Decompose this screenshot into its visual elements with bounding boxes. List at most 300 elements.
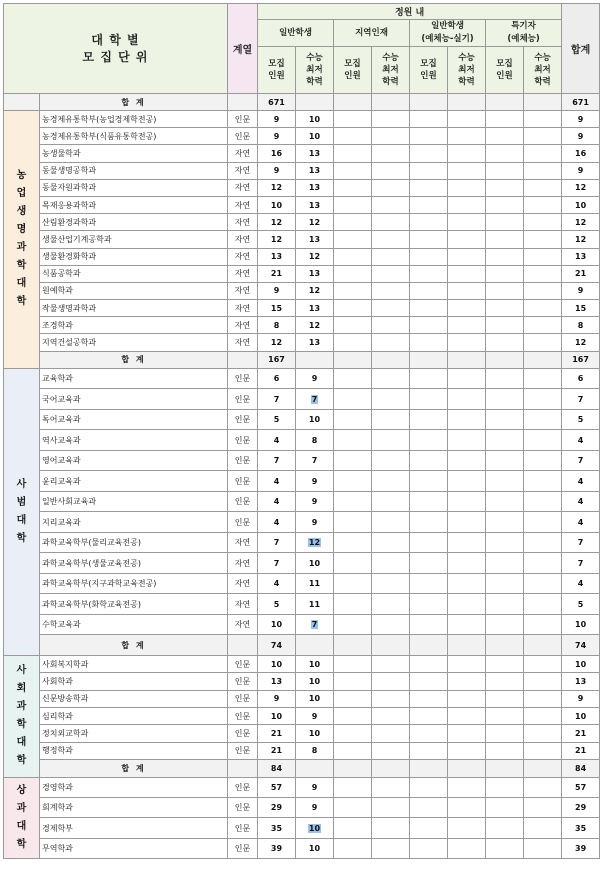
table-row [4,553,600,574]
empty-cell [334,162,372,179]
college-name-cell [4,655,40,777]
empty-cell [410,707,448,724]
empty-cell [410,725,448,742]
empty-cell [486,450,524,471]
empty-cell [524,111,562,128]
department-name: 생물산업기계공학과 [40,231,228,248]
recruit-count: 5 [258,594,296,615]
department-name: 국어교육과 [40,389,228,410]
empty-cell [334,300,372,317]
department-name: 조경학과 [40,317,228,334]
empty-cell [486,690,524,707]
csat-subheader-text: 수능 최저 학력 [458,53,475,87]
category-cell: 인문 [228,655,258,672]
empty-cell [524,179,562,196]
empty-cell [486,655,524,672]
empty-cell [410,409,448,430]
department-name: 수학교육과 [40,614,228,635]
empty-cell [410,594,448,615]
csat-min-value: 9 [311,517,318,527]
total-label: 합 계 [40,635,228,656]
csat-min-value: 10 [308,729,321,739]
csat-min-value: 13 [308,200,321,210]
group-header-special-talent [486,20,562,47]
table-row [4,231,600,248]
empty-cell [334,742,372,759]
empty-cell [334,512,372,533]
row-total: 21 [562,265,600,282]
empty-cell [448,491,486,512]
recruit-count: 9 [258,162,296,179]
department-name: 농경제유통학부(농업경제학전공) [40,111,228,128]
empty-cell [448,777,486,797]
department-name: 독어교육과 [40,409,228,430]
empty-cell [448,430,486,451]
total-label: 합 계 [40,351,228,368]
empty-cell [448,450,486,471]
empty-cell [410,317,448,334]
empty-cell [334,573,372,594]
total-sum: 84 [562,760,600,777]
department-name: 경제학부 [40,818,228,838]
empty-cell [410,94,448,111]
grand-total-label: 합 계 [40,94,228,111]
csat-min-value: 12 [308,252,321,262]
category-cell: 인문 [228,818,258,838]
recruit-count: 4 [258,430,296,451]
empty-cell [372,94,410,111]
csat-min-cell [296,655,334,672]
empty-cell [4,94,40,111]
csat-min-value: 10 [308,823,321,833]
recruit-count: 12 [258,334,296,351]
row-total: 4 [562,471,600,492]
empty-cell [334,409,372,430]
empty-cell [334,317,372,334]
department-name: 과학교육학부(생물교육전공) [40,553,228,574]
row-total: 57 [562,777,600,797]
empty-cell [524,838,562,858]
csat-min-cell [296,265,334,282]
csat-min-cell [296,512,334,533]
empty-cell [372,265,410,282]
row-total: 15 [562,300,600,317]
empty-cell [448,818,486,838]
empty-cell [410,145,448,162]
category-cell: 인문 [228,409,258,430]
table-row [4,777,600,797]
category-cell: 인문 [228,725,258,742]
department-name: 신문방송학과 [40,690,228,707]
empty-cell [524,162,562,179]
department-name: 사회학과 [40,673,228,690]
table-row [4,111,600,128]
csat-min-cell [296,594,334,615]
empty-cell [486,491,524,512]
empty-cell [410,450,448,471]
group-header-regional-text: 지역인재 [355,27,388,38]
csat-min-value: 10 [308,415,321,425]
empty-cell [334,111,372,128]
empty-cell [410,491,448,512]
quota-header: 정원 내 [258,4,562,20]
empty-cell [372,777,410,797]
csat-min-cell [296,742,334,759]
category-header: 계열 [228,4,258,94]
category-cell: 인문 [228,430,258,451]
category-cell: 인문 [228,471,258,492]
recruit-count: 7 [258,553,296,574]
empty-cell [372,145,410,162]
table-row [4,707,600,724]
category-cell: 인문 [228,368,258,389]
row-total: 9 [562,690,600,707]
table-row [4,368,600,389]
csat-min-cell [296,389,334,410]
empty-cell [334,655,372,672]
recruit-count: 4 [258,573,296,594]
csat-subheader-text: 수능 최저 학력 [382,53,399,87]
row-total: 6 [562,368,600,389]
empty-cell [372,351,410,368]
csat-subheader [296,47,334,94]
csat-min-value: 8 [311,746,318,756]
empty-cell [410,282,448,299]
empty-cell [448,573,486,594]
csat-min-value: 10 [308,676,321,686]
csat-min-cell [296,553,334,574]
total-row [4,760,600,777]
college-name: 상 과 대 학 [16,784,27,850]
empty-cell [448,265,486,282]
recruit-subheader [486,47,524,94]
csat-min-value: 11 [308,599,321,609]
empty-cell [524,655,562,672]
empty-cell [410,512,448,533]
recruit-subheader-text: 모집 인원 [344,59,361,81]
empty-cell [486,673,524,690]
empty-cell [524,214,562,231]
csat-min-value: 13 [308,303,321,313]
empty-cell [372,430,410,451]
empty-cell [334,334,372,351]
empty-cell [524,673,562,690]
empty-cell [372,760,410,777]
csat-min-cell [296,248,334,265]
empty-cell [372,673,410,690]
csat-subheader [372,47,410,94]
empty-cell [524,471,562,492]
table-row [4,532,600,553]
recruit-count: 12 [258,214,296,231]
empty-cell [372,282,410,299]
csat-min-value: 10 [308,114,321,124]
recruit-count: 10 [258,655,296,672]
empty-cell [334,760,372,777]
csat-min-cell [296,145,334,162]
recruit-count: 35 [258,818,296,838]
row-total: 16 [562,145,600,162]
empty-cell [486,196,524,213]
empty-cell [296,94,334,111]
category-cell: 자연 [228,179,258,196]
empty-cell [228,94,258,111]
category-cell: 자연 [228,573,258,594]
empty-cell [410,614,448,635]
empty-cell [448,594,486,615]
csat-min-value: 13 [308,148,321,158]
empty-cell [486,797,524,817]
grand-total-sum: 671 [562,94,600,111]
empty-cell [410,655,448,672]
department-name: 동물생명공학과 [40,162,228,179]
empty-cell [410,777,448,797]
recruit-count: 15 [258,300,296,317]
empty-cell [486,471,524,492]
category-cell: 인문 [228,491,258,512]
empty-cell [372,196,410,213]
csat-min-cell [296,673,334,690]
empty-cell [296,351,334,368]
empty-cell [410,368,448,389]
college-name-cell [4,777,40,859]
empty-cell [334,838,372,858]
recruit-count: 12 [258,231,296,248]
empty-cell [524,368,562,389]
category-cell: 인문 [228,838,258,858]
table-row [4,690,600,707]
csat-min-value: 13 [308,338,321,348]
empty-cell [372,614,410,635]
empty-cell [448,838,486,858]
empty-cell [524,594,562,615]
csat-min-value: 13 [308,234,321,244]
department-name: 원예학과 [40,282,228,299]
group-header-general [258,20,334,47]
empty-cell [410,389,448,410]
csat-min-value: 13 [308,183,321,193]
row-total: 10 [562,655,600,672]
group-header-arts-practical-text: 일반학생 (예체능-실기) [421,21,474,44]
recruit-count: 9 [258,690,296,707]
empty-cell [524,450,562,471]
department-name: 농경제유통학부(식품유통학전공) [40,128,228,145]
empty-cell [372,128,410,145]
empty-cell [448,162,486,179]
empty-cell [486,214,524,231]
department-name: 회계학과 [40,797,228,817]
empty-cell [486,409,524,430]
empty-cell [448,635,486,656]
empty-cell [372,368,410,389]
empty-cell [372,553,410,574]
recruit-count: 7 [258,532,296,553]
table-row [4,512,600,533]
empty-cell [524,317,562,334]
grand-total-recruit: 671 [258,94,296,111]
total-recruit: 84 [258,760,296,777]
table-row [4,248,600,265]
csat-min-value: 9 [311,497,318,507]
college-name-cell [4,368,40,655]
empty-cell [448,760,486,777]
empty-cell [410,532,448,553]
row-total: 9 [562,282,600,299]
department-name: 영어교육과 [40,450,228,471]
empty-cell [486,162,524,179]
empty-cell [334,707,372,724]
table-row [4,145,600,162]
table-row [4,673,600,690]
empty-cell [334,777,372,797]
total-recruit: 167 [258,351,296,368]
category-cell: 인문 [228,797,258,817]
empty-cell [410,573,448,594]
csat-min-value: 9 [311,374,318,384]
recruit-count: 57 [258,777,296,797]
recruit-subheader-text: 모집 인원 [420,59,437,81]
row-total: 4 [562,512,600,533]
empty-cell [448,231,486,248]
empty-cell [372,573,410,594]
recruit-count: 13 [258,248,296,265]
category-cell: 자연 [228,196,258,213]
empty-cell [524,512,562,533]
empty-cell [410,430,448,451]
empty-cell [448,690,486,707]
empty-cell [524,282,562,299]
category-cell: 인문 [228,777,258,797]
empty-cell [524,777,562,797]
empty-cell [372,635,410,656]
recruit-count: 21 [258,725,296,742]
csat-min-cell [296,614,334,635]
row-total: 35 [562,818,600,838]
row-total: 39 [562,838,600,858]
department-name: 사회복지학과 [40,655,228,672]
table-row [4,573,600,594]
csat-min-cell [296,430,334,451]
recruit-count: 12 [258,179,296,196]
recruit-subheader-text: 모집 인원 [268,59,285,81]
department-name: 일반사회교육과 [40,491,228,512]
empty-cell [524,334,562,351]
empty-cell [486,725,524,742]
empty-cell [486,145,524,162]
empty-cell [486,838,524,858]
empty-cell [372,818,410,838]
row-total: 12 [562,334,600,351]
recruit-count: 7 [258,389,296,410]
empty-cell [448,532,486,553]
department-name: 경영학과 [40,777,228,797]
empty-cell [410,248,448,265]
empty-cell [296,760,334,777]
department-name: 지리교육과 [40,512,228,533]
empty-cell [372,725,410,742]
table-row [4,491,600,512]
empty-cell [486,553,524,574]
empty-cell [486,430,524,451]
empty-cell [372,179,410,196]
empty-cell [524,818,562,838]
csat-min-value: 9 [311,803,318,813]
category-cell: 자연 [228,214,258,231]
category-cell: 자연 [228,162,258,179]
empty-cell [372,532,410,553]
category-cell: 인문 [228,128,258,145]
empty-cell [448,248,486,265]
total-recruit: 74 [258,635,296,656]
csat-subheader [524,47,562,94]
table-row [4,838,600,858]
empty-cell [372,707,410,724]
csat-min-cell [296,317,334,334]
empty-cell [334,430,372,451]
empty-cell [410,265,448,282]
csat-min-value: 12 [308,538,321,548]
empty-cell [448,707,486,724]
department-name: 과학교육학부(물리교육전공) [40,532,228,553]
empty-cell [524,635,562,656]
csat-min-cell [296,111,334,128]
csat-subheader-text: 수능 최저 학력 [534,53,551,87]
empty-cell [486,248,524,265]
empty-cell [448,179,486,196]
empty-cell [410,838,448,858]
empty-cell [448,797,486,817]
department-name: 작물생명과학과 [40,300,228,317]
empty-cell [334,231,372,248]
empty-cell [372,300,410,317]
row-total: 13 [562,248,600,265]
empty-cell [448,317,486,334]
total-header: 합계 [562,4,600,94]
empty-cell [486,760,524,777]
empty-cell [334,797,372,817]
csat-min-value: 13 [308,166,321,176]
row-total: 12 [562,179,600,196]
csat-min-value: 7 [311,394,318,404]
category-cell: 인문 [228,512,258,533]
row-total: 10 [562,707,600,724]
empty-cell [372,214,410,231]
empty-cell [372,512,410,533]
department-name: 교육학과 [40,368,228,389]
empty-cell [372,317,410,334]
table-row [4,450,600,471]
csat-min-value: 10 [308,694,321,704]
department-name: 윤리교육과 [40,471,228,492]
empty-cell [448,351,486,368]
category-cell: 인문 [228,673,258,690]
empty-cell [410,471,448,492]
empty-cell [524,532,562,553]
csat-min-value: 9 [311,476,318,486]
row-total: 12 [562,231,600,248]
table-row [4,265,600,282]
csat-min-value: 13 [308,269,321,279]
row-total: 4 [562,430,600,451]
table-row [4,179,600,196]
table-row [4,742,600,759]
category-cell: 자연 [228,594,258,615]
empty-cell [486,707,524,724]
recruit-count: 8 [258,317,296,334]
empty-cell [486,368,524,389]
csat-min-cell [296,838,334,858]
empty-cell [486,818,524,838]
